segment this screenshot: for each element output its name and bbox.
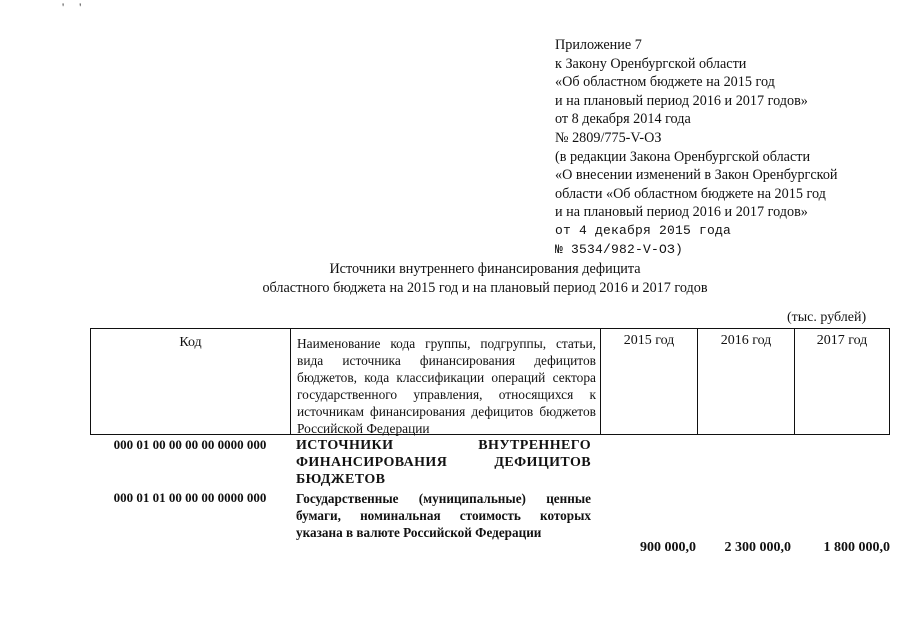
header-2016: 2016 год	[697, 328, 794, 435]
approval-line: и на плановый период 2016 и 2017 годов»	[555, 92, 808, 109]
approval-line: Приложение 7	[555, 37, 642, 53]
approval-line: области «Об областном бюджете на 2015 год	[555, 185, 826, 202]
approval-block	[555, 36, 895, 259]
header-2017: 2017 год	[794, 328, 890, 435]
approval-line: № 2809/775-V-ОЗ	[555, 129, 662, 146]
row-value-2015: 900 000,0	[640, 540, 696, 555]
approval-line: от 8 декабря 2014 года	[555, 111, 691, 128]
header-2015: 2015 год	[600, 328, 697, 435]
approval-line: (в редакции Закона Оренбургской области	[555, 148, 811, 165]
row-name: Государственные (муниципальные) ценные бумаги, номинальная стоимость которых указана в валюте Российской Федерации	[296, 491, 591, 540]
table-header	[90, 328, 890, 435]
row-code: 000 01 01 00 00 00 0000 000	[113, 490, 267, 505]
title-line-1: Источники внутреннего финансирования дефицита	[329, 261, 641, 277]
units-label: (тыс. рублей)	[787, 310, 867, 325]
approval-line: и на плановый период 2016 и 2017 годов»	[555, 204, 808, 221]
title-line-2: областного бюджета на 2015 год и на плановый период 2016 и 2017 годов	[262, 279, 708, 296]
scan-marks: ' '	[62, 0, 88, 14]
approval-line: «Об областном бюджете на 2015 год	[555, 74, 775, 91]
header-name: Наименование кода группы, подгруппы, статьи, вида источника финансирования дефицитов бюджетов, кода классификации операций сектора государственного управления, относящихся к источникам финансирования дефицитов бюджетов Российской Федерации	[290, 328, 600, 435]
document-title	[180, 260, 790, 297]
approval-line: «О внесении изменений в Закон Оренбургской	[555, 167, 838, 184]
row-value-2017: 1 800 000,0	[823, 540, 890, 555]
approval-typed-number: № 3534/982-V-ОЗ)	[555, 241, 684, 257]
approval-line: к Закону Оренбургской области	[555, 55, 747, 72]
row-code: 000 01 00 00 00 00 0000 000	[113, 437, 267, 452]
row-value-2016: 2 300 000,0	[724, 540, 791, 555]
header-code: Код	[90, 328, 290, 435]
row-name: ИСТОЧНИКИ ВНУТРЕННЕГО ФИНАНСИРОВАНИЯ ДЕФИЦИТОВ БЮДЖЕТОВ	[296, 438, 591, 487]
approval-typed-date: от 4 декабря 2015 года	[555, 222, 732, 238]
